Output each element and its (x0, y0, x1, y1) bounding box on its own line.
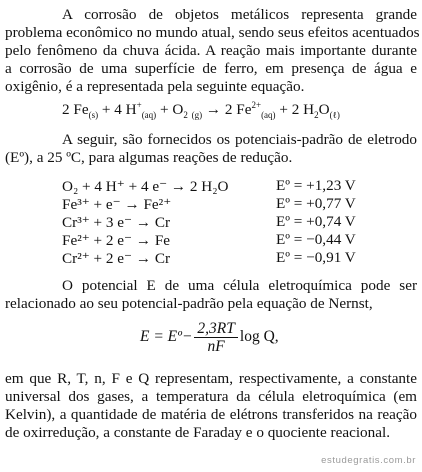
reaction-potential: Eº = +1,23 V (276, 177, 356, 194)
eq-sub: (s) (88, 110, 99, 121)
p2-line-2: (Eº), a 25 ºC, para algumas reações de redução. (5, 149, 293, 166)
p3-line-1: O potencial E de uma célula eletroquímica pode ser (62, 277, 417, 294)
reaction-potential: Eº = −0,44 V (276, 231, 356, 248)
p1-line-4: a corrosão de uma superfície de ferro, em presença de água e (5, 60, 417, 77)
nernst-rhs: log Q, (239, 328, 279, 346)
eq-part: O (318, 101, 330, 118)
eq-sub: 2 (183, 110, 188, 121)
reaction-equation: Cr³⁺ + 3 e⁻ → Cr (62, 214, 171, 231)
reaction-potential: Eº = +0,77 V (276, 195, 356, 212)
p1-line-5: oxigênio, é a representada pela seguinte equação. (5, 78, 305, 95)
eq-sub: (g) (191, 110, 203, 121)
p4-line-2: universal dos gases, a temperatura da célula eletroquímica (em (5, 388, 417, 405)
p2-line-1: A seguir, são fornecidos os potenciais-padrão de eletrodo (62, 131, 417, 148)
nernst-equation (140, 320, 279, 355)
nernst-fraction (194, 320, 237, 355)
eq-part: → 2 Fe (202, 101, 252, 118)
p3-line-2: relacionado ao seu potencial-padrão pela equação de Nernst, (5, 295, 373, 312)
eq-part: + 4 H (98, 101, 137, 118)
eq-sup: 2+ (251, 99, 262, 110)
nernst-lhs: E = Eº− (140, 328, 193, 346)
p1-line-1: A corrosão de objetos metálicos representa grande (62, 6, 417, 23)
watermark: estudegratis.com.br (321, 455, 416, 466)
eq-sub: (ℓ) (329, 110, 340, 121)
p4-line-3: Kelvin), a quantidade de matéria de elétrons transferidos na reação (5, 406, 417, 423)
eq-sup: + (136, 99, 142, 110)
p4-line-1: em que R, T, n, F e Q representam, respectivamente, a constante (5, 370, 417, 387)
reaction-potential: Eº = +0,74 V (276, 213, 356, 230)
reaction-equation: Fe³⁺ + e⁻ → Fe²⁺ (62, 196, 172, 213)
corrosion-equation (62, 101, 340, 119)
p1-line-2: problema econômico no mundo atual, sendo seus efeitos acentuados (5, 24, 420, 41)
reaction-potential: Eº = −0,91 V (276, 249, 356, 266)
eq-part: 2 Fe (62, 101, 89, 118)
eq-sub: 2 (314, 110, 319, 121)
reaction-equation: Fe²⁺ + 2 e⁻ → Fe (62, 232, 171, 249)
eq-sub: (aq) (141, 110, 157, 121)
reaction-equation: O₂ + 4 H⁺ + 4 e⁻ → 2 H₂O (62, 178, 229, 195)
eq-part: + O (156, 101, 184, 118)
nernst-numerator: 2,3RT (194, 320, 237, 338)
reaction-equation: Cr²⁺ + 2 e⁻ → Cr (62, 250, 171, 267)
eq-sub: (aq) (261, 110, 276, 121)
p1-line-3: pelo fenômeno da chuva ácida. A reação mais importante durante (5, 42, 417, 59)
p4-line-4: de oxirredução, a constante de Faraday e o quociente reacional. (5, 424, 390, 441)
eq-part: + 2 H (275, 101, 315, 118)
nernst-denominator: nF (207, 338, 225, 355)
